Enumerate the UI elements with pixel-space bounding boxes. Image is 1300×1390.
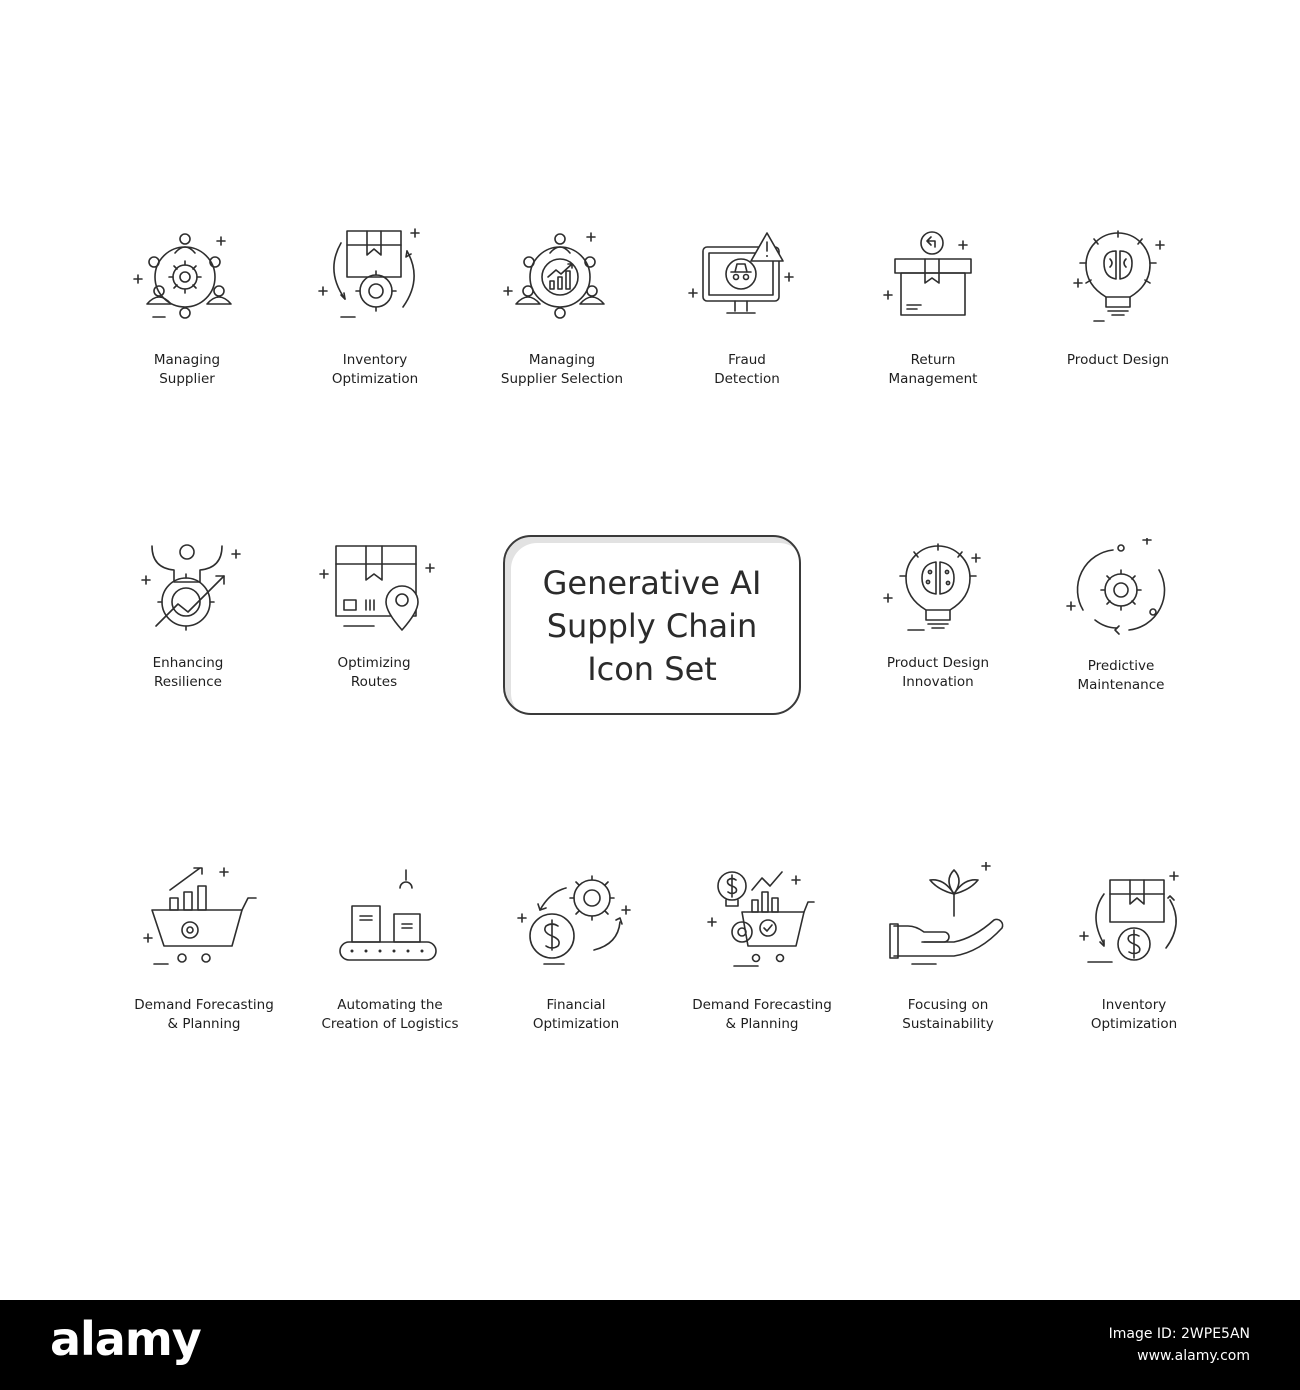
page-title: Generative AI Supply Chain Icon Set [542,564,762,688]
cart-gear-chart-icon [114,862,294,972]
inventory-box-gear-icon [285,225,465,335]
image-id: Image ID: 2WPE5AN [1108,1326,1250,1342]
icon-label: Managing Supplier [153,352,221,387]
icon-label: Optimizing Routes [337,655,411,690]
gear-cycle-icon [1031,538,1211,648]
box-dollar-cycle-icon [1044,862,1224,972]
circuit-lightbulb-icon [848,538,1028,648]
fraud-monitor-warning-icon [657,225,837,335]
icon-label: Automating the Creation of Logistics [321,997,459,1032]
gear-dollar-cycle-icon [486,862,666,972]
box-location-pin-icon [284,538,464,648]
icon-label: Inventory Optimization [1090,997,1178,1032]
icon-label: Product Design [1066,352,1170,368]
return-box-arrow-icon [843,225,1023,335]
icon-label: Financial Optimization [532,997,620,1032]
icon-label: Return Management [888,352,978,387]
icon-label: Product Design Innovation [886,655,990,690]
icon-label: Demand Forecasting & Planning [692,997,832,1032]
icon-label: Focusing on Sustainability [902,997,994,1032]
icon-label: Inventory Optimization [331,352,419,387]
supplier-network-chart-icon [472,225,652,335]
icon-label: Managing Supplier Selection [500,352,624,387]
icon-label: Enhancing Resilience [152,655,224,690]
brand-logo: alamy [50,1312,201,1366]
image-meta [1109,1323,1250,1367]
supplier-network-gear-icon [97,225,277,335]
hand-plant-icon [858,862,1038,972]
icon-label: Demand Forecasting & Planning [134,997,274,1032]
person-gear-growth-icon [98,538,278,648]
site-url: www.alamy.com [1137,1348,1250,1364]
conveyor-boxes-icon [300,862,480,972]
brain-lightbulb-icon [1028,225,1208,335]
cart-dollar-bulb-icon [672,862,852,972]
icon-label: Fraud Detection [714,352,780,387]
icon-label: Predictive Maintenance [1077,658,1165,693]
